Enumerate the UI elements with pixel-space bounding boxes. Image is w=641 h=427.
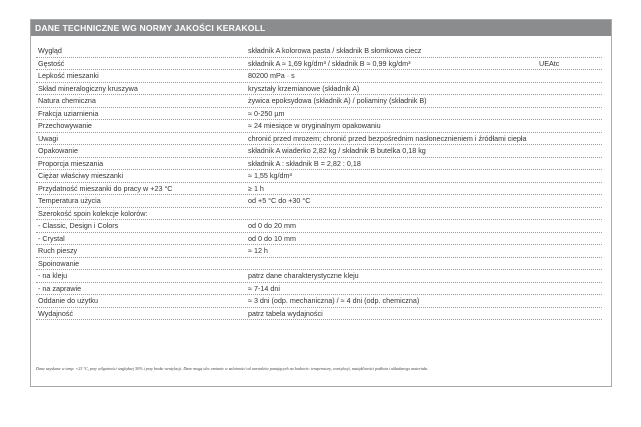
row-value: kryształy krzemianowe (składnik A) (248, 83, 360, 93)
row-standard: UEAtc (539, 58, 560, 68)
table-row (36, 120, 602, 133)
row-label: Uwagi (38, 133, 58, 143)
row-value: żywica epoksydowa (składnik A) / poliaminy (składnik B) (248, 96, 427, 105)
row-label: Ruch pieszy (38, 246, 78, 255)
table-row (36, 83, 602, 96)
table-row (36, 158, 602, 171)
table-row (36, 45, 602, 58)
row-label: - na kleju (38, 271, 68, 280)
row-value: patrz tabela wydajności (248, 308, 323, 318)
row-label: Proporcja mieszania (38, 158, 104, 168)
row-value: składnik A kolorowa pasta / składnik B słomkowa ciecz (248, 46, 422, 55)
table-row (36, 70, 602, 83)
table-header: DANE TECHNICZNE WG NORMY JAKOŚCI KERAKOLL (31, 20, 611, 36)
row-value: chronić przed mrozem; chronić przed bezpośrednim nasłonecznieniem i źródłami ciepła (248, 133, 527, 143)
technical-data-table (30, 19, 612, 387)
row-value: od 0 do 10 mm (248, 233, 296, 243)
table-row (36, 308, 602, 321)
table-row (36, 258, 602, 271)
row-label: - na zaprawie (38, 283, 82, 293)
row-value: składnik A ≈ 1,69 kg/dm³ / składnik B ≈ 0,99 kg/dm³ (248, 58, 411, 68)
table-row (36, 195, 602, 208)
row-value: ≈ 7-14 dni (248, 283, 280, 293)
row-value: ≈ 12 h (248, 246, 268, 255)
table-rows (36, 45, 602, 320)
table-row (36, 170, 602, 183)
row-label: - Crystal (38, 233, 65, 243)
row-value: ≥ 1 h (248, 183, 264, 193)
row-label: Szerokość spoin kolekcje kolorów: (38, 208, 148, 218)
row-value: ≈ 1,55 kg/dm³ (248, 171, 292, 180)
row-value: ≈ 0-250 µm (248, 108, 285, 118)
table-row (36, 233, 602, 246)
table-row (36, 58, 602, 71)
footnote: Dane uzyskane w temp. +23 °C, przy wilgotności względnej 50% i przy braku wentylacji. Dane mogą ulec zmianie w zależności od warunków panujących na budowie: temperatury, wentylacji, nasiąkliwości podłoża i układanego materiału. (36, 366, 429, 371)
row-value: od 0 do 20 mm (248, 221, 296, 230)
row-label: Wydajność (38, 308, 74, 318)
row-value: od +5 °C do +30 °C (248, 196, 311, 205)
table-row (36, 108, 602, 121)
table-row (36, 145, 602, 158)
row-label: Lepkość mieszanki (38, 71, 99, 80)
row-value: ≈ 24 miesiące w oryginalnym opakowaniu (248, 121, 381, 130)
table-row (36, 95, 602, 108)
row-value: składnik A : składnik B = 2,82 : 0,18 (248, 158, 361, 168)
row-value: patrz dane charakterystyczne kleju (248, 271, 359, 280)
table-row (36, 220, 602, 233)
row-label: Ciężar właściwy mieszanki (38, 171, 124, 180)
row-label: Frakcja uziarnienia (38, 108, 99, 118)
table-row (36, 245, 602, 258)
table-row (36, 208, 602, 221)
row-value: ≈ 3 dni (odp. mechaniczna) / ≈ 4 dni (odp. chemiczna) (248, 296, 420, 305)
table-row (36, 295, 602, 308)
row-label: Wygląd (38, 46, 62, 55)
row-label: Gęstość (38, 58, 65, 68)
row-label: Oddanie do użytku (38, 296, 98, 305)
row-label: Spoinowanie (38, 258, 80, 268)
table-row (36, 270, 602, 283)
row-label: Skład mineralogiczny kruszywa (38, 83, 138, 93)
row-label: Przechowywanie (38, 121, 92, 130)
table-row (36, 183, 602, 196)
row-value: 80200 mPa · s (248, 71, 295, 80)
row-label: Natura chemiczna (38, 96, 96, 105)
row-label: Przydatność mieszanki do pracy w +23 °C (38, 183, 173, 193)
row-label: Temperatura użycia (38, 196, 101, 205)
row-label: Opakowanie (38, 146, 78, 155)
table-row (36, 133, 602, 146)
row-label: - Classic, Design i Colors (38, 221, 119, 230)
row-value: składnik A wiaderko 2,82 kg / składnik B butelka 0,18 kg (248, 146, 426, 155)
table-row (36, 283, 602, 296)
